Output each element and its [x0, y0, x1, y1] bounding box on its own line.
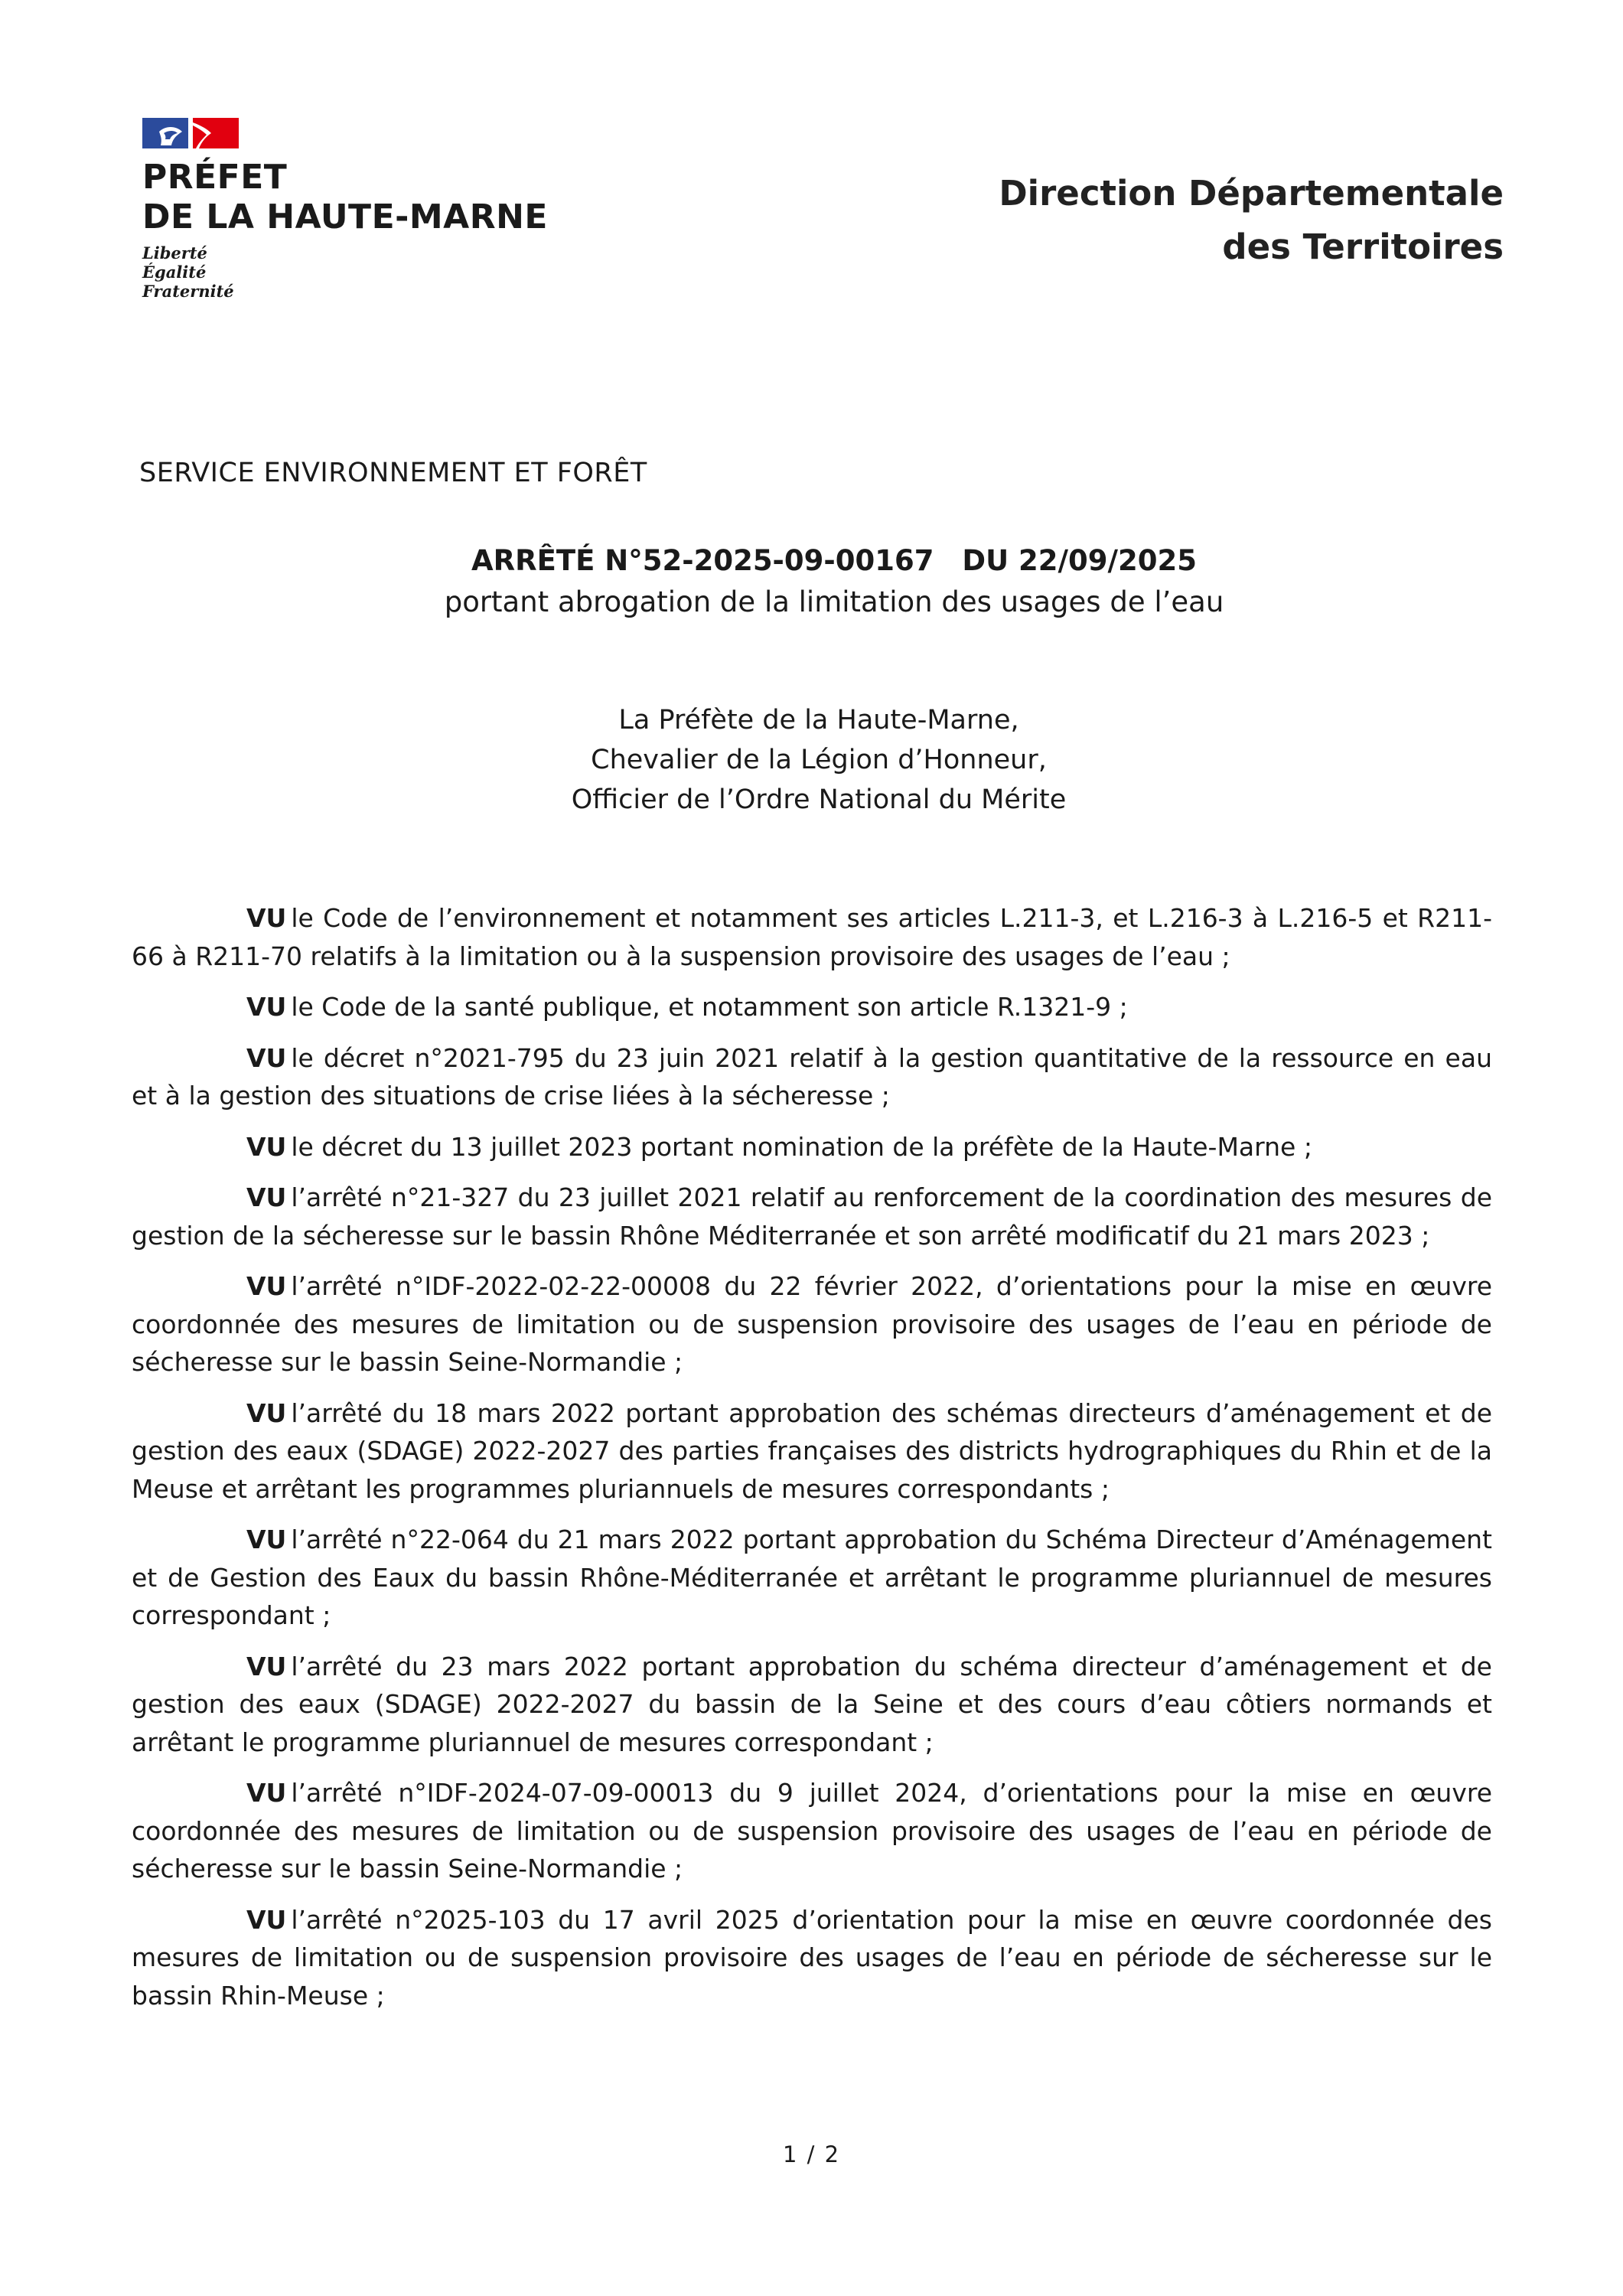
- visa-text: l’arrêté du 18 mars 2022 portant approbation des schémas directeurs d’aménagement et de gestion des eaux (SDAGE) 2022-2027 des parties françaises des districts hydrographiques du Rhin et de la Meuse et arrêtant les programmes pluriannuels de mesures correspondants ;: [132, 1397, 1492, 1504]
- visa-text: le décret du 13 juillet 2023 portant nomination de la préfète de la Haute-Marne ;: [291, 1131, 1312, 1162]
- visa-prefix: VU: [246, 1525, 287, 1554]
- visa-prefix: VU: [246, 1042, 287, 1073]
- prefet-title: [142, 158, 548, 237]
- motto-egalite: Égalité: [142, 263, 207, 282]
- marianne-logo-icon: [142, 115, 239, 150]
- visa-paragraph: [132, 1901, 1492, 2015]
- authority-line-3: Officier de l’Ordre National du Mérite: [571, 784, 1067, 815]
- visa-prefix: VU: [246, 1182, 287, 1212]
- motto-liberte: Liberté: [142, 243, 207, 263]
- visa-paragraph: [132, 1774, 1492, 1888]
- authority-line-1: La Préfète de la Haute-Marne,: [618, 705, 1019, 735]
- visa-paragraph: [132, 1179, 1492, 1254]
- visa-prefix: VU: [246, 903, 287, 933]
- visa-prefix: VU: [246, 1131, 287, 1162]
- visa-paragraph: [132, 1521, 1492, 1635]
- page-number: 1 / 2: [782, 2141, 841, 2167]
- service-name: SERVICE ENVIRONNEMENT ET FORÊT: [139, 458, 647, 488]
- direction-line-1: Direction Départementale: [999, 173, 1504, 214]
- visa-paragraph: [132, 1394, 1492, 1508]
- visa-text: l’arrêté n°22-064 du 21 mars 2022 portant approbation du Schéma Directeur d’Aménagement et de Gestion des Eaux du bassin Rhône-Méditerranée et arrêtant le programme pluriannuel de mesures correspondant ;: [132, 1525, 1492, 1630]
- arrete-subject: portant abrogation de la limitation des usages de l’eau: [444, 585, 1224, 618]
- visa-text: l’arrêté n°21-327 du 23 juillet 2021 relatif au renforcement de la coordination des mesures de gestion de la sécheresse sur le bassin Rhône Méditerranée et son arrêté modificatif du 21 mars 2023 ;: [132, 1182, 1492, 1251]
- visa-prefix: VU: [246, 1271, 287, 1301]
- visa-paragraph: [132, 1267, 1492, 1381]
- visa-text: l’arrêté n°IDF-2024-07-09-00013 du 9 juillet 2024, d’orientations pour la mise en œuvre coordonnée des mesures de limitation ou de suspension provisoire des usages de l’eau en période de sécheresse sur le bassin Seine-Normandie ;: [132, 1778, 1492, 1883]
- arrete-date: DU 22/09/2025: [962, 544, 1198, 577]
- visa-paragraph: [132, 1039, 1492, 1115]
- visa-paragraph: [132, 988, 1492, 1026]
- prefet-line-2: DE LA HAUTE-MARNE: [142, 197, 548, 236]
- visa-prefix: VU: [246, 1904, 287, 1935]
- visa-paragraph: [132, 899, 1492, 975]
- direction-departementale: [922, 167, 1504, 274]
- visa-text: le Code de l’environnement et notamment ses articles L.211-3, et L.216-3 à L.216-5 et R211-66 à R211-70 relatifs à la limitation ou à la suspension provisoire des usages de l’eau ;: [132, 903, 1492, 971]
- visa-text: le Code de la santé publique, et notamment son article R.1321-9 ;: [291, 992, 1128, 1022]
- republic-motto: [142, 243, 234, 301]
- visa-paragraph: [132, 1128, 1492, 1166]
- direction-line-2: des Territoires: [1222, 227, 1504, 267]
- authority-block: [383, 700, 1255, 820]
- arrete-title-line: [230, 540, 1439, 582]
- arrete-number: ARRÊTÉ N°52-2025-09-00167: [471, 544, 934, 577]
- visa-text: l’arrêté n°IDF-2022-02-22-00008 du 22 février 2022, d’orientations pour la mise en œuvre coordonnée des mesures de limitation ou de suspension provisoire des usages de l’eau en période de sécheresse sur le bassin Seine-Normandie ;: [132, 1271, 1492, 1377]
- authority-line-2: Chevalier de la Légion d’Honneur,: [591, 745, 1047, 775]
- motto-fraternite: Fraternité: [142, 282, 234, 301]
- visa-text: l’arrêté du 23 mars 2022 portant approbation du schéma directeur d’aménagement et de gestion des eaux (SDAGE) 2022-2027 du bassin de la Seine et des cours d’eau côtiers normands et arrêtant le programme pluriannuel de mesures correspondant ;: [132, 1651, 1492, 1757]
- visa-paragraph: [132, 1648, 1492, 1762]
- visa-prefix: VU: [246, 1778, 287, 1808]
- visa-text: le décret n°2021-795 du 23 juin 2021 relatif à la gestion quantitative de la ressource en eau et à la gestion des situations de crise liées à la sécheresse ;: [132, 1042, 1492, 1110]
- visa-prefix: VU: [246, 1397, 287, 1428]
- prefet-line-1: PRÉFET: [142, 158, 288, 197]
- visa-text: l’arrêté n°2025-103 du 17 avril 2025 d’orientation pour la mise en œuvre coordonnée des mesures de limitation ou de suspension provisoire des usages de l’eau en période de sécheresse sur le bassin Rhin-Meuse ;: [132, 1904, 1492, 2011]
- visa-prefix: VU: [246, 1651, 287, 1681]
- visa-prefix: VU: [246, 992, 287, 1022]
- arrete-heading: [230, 540, 1439, 623]
- visas-list: [132, 899, 1492, 2027]
